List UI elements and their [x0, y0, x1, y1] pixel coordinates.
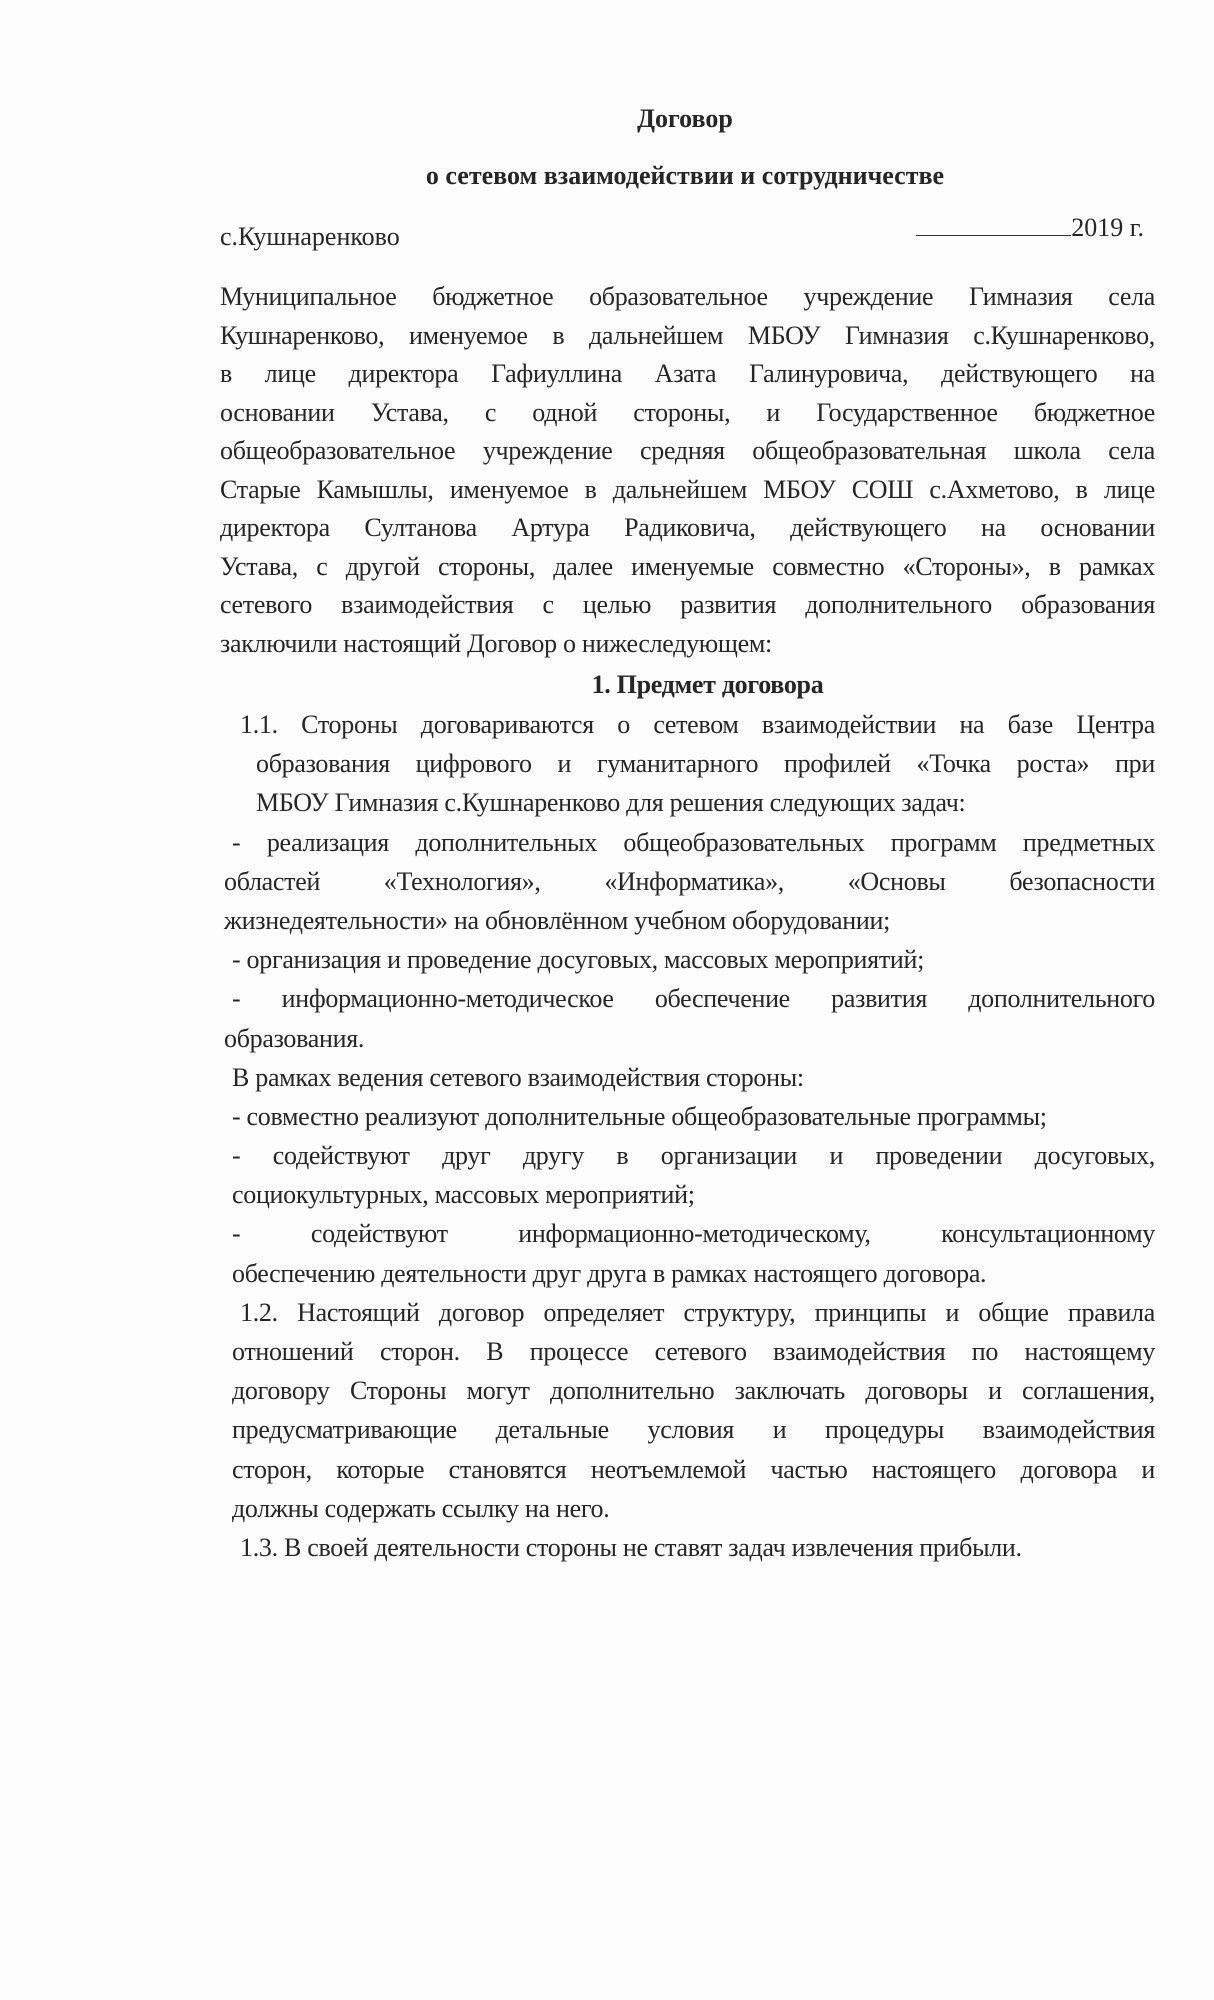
text-line: областей «Технология», «Информатика», «Основы безопасности [224, 866, 1155, 896]
text-line: - совместно реализуют дополнительные общеобразовательные программы; [232, 1101, 1047, 1131]
text-line: 1.2. Настоящий договор определяет структуру, принципы и общие правила [240, 1297, 1155, 1327]
text-line: - содействуют друг другу в организации и проведении досуговых, [232, 1141, 1155, 1171]
text-line: - информационно-методическое обеспечение развития дополнительного [232, 984, 1155, 1014]
text-line: Кушнаренково, именуемое в дальнейшем МБОУ Гимназия с.Кушнаренково, [220, 320, 1155, 350]
text-line: Муниципальное бюджетное образовательное учреждение Гимназия села [220, 282, 1155, 311]
date [916, 211, 1144, 243]
section-1-body [220, 705, 1155, 1567]
text-line: основании Устава, с одной стороны, и Государственное бюджетное [220, 397, 1155, 427]
text-line: сторон, которые становятся неотъемлемой частью настоящего договора и [232, 1454, 1155, 1484]
text-line: 1.1. Стороны договариваются о сетевом взаимодействии на базе Центра [240, 710, 1155, 739]
document-subtitle: о сетевом взаимодействии и сотрудничестве [425, 161, 945, 190]
intro-paragraph [220, 278, 1155, 663]
text-line: заключили настоящий Договор о нижеследующем: [220, 628, 772, 658]
text-line: образования цифрового и гуманитарного профилей «Точка роста» при [256, 749, 1155, 779]
text-line: - реализация дополнительных общеобразовательных программ предметных [232, 827, 1155, 857]
text-line: обеспечению деятельности друг друга в рамках настоящего договора. [232, 1258, 987, 1288]
text-line: Старые Камышлы, именуемое в дальнейшем МБОУ СОШ с.Ахметово, в лице [220, 474, 1155, 504]
text-line: социокультурных, массовых мероприятий; [232, 1180, 695, 1210]
text-line: сетевого взаимодействия с целью развития дополнительного образования [220, 590, 1155, 619]
text-line: Устава, с другой стороны, далее именуемые совместно «Стороны», в рамках [220, 551, 1155, 581]
text-line: образования. [224, 1023, 365, 1053]
date-year: 2019 г. [1071, 213, 1144, 242]
text-line: отношений сторон. В процессе сетевого взаимодействия по настоящему [232, 1337, 1155, 1366]
date-blank-line [916, 211, 1071, 236]
document-title: Договор [637, 104, 733, 133]
text-line: МБОУ Гимназия с.Кушнаренково для решения следующих задач: [256, 788, 966, 818]
text-line: - содействуют информационно-методическому, консультационному [232, 1219, 1155, 1249]
text-line: предусматривающие детальные условия и процедуры взаимодействия [232, 1415, 1155, 1445]
document-body [220, 278, 1155, 1567]
section-heading: 1. Предмет договора [591, 670, 824, 699]
text-line: 1.3. В своей деятельности стороны не ставят задач извлечения прибыли. [240, 1532, 1022, 1562]
text-line: договору Стороны могут дополнительно заключать договоры и соглашения, [232, 1376, 1155, 1406]
place: с.Кушнаренково [220, 222, 400, 251]
text-line: - организация и проведение досуговых, массовых мероприятий; [232, 945, 925, 975]
text-line: должны содержать ссылку на него. [232, 1493, 610, 1523]
text-line: в лице директора Гафиуллина Азата Галинуровича, действующего на [220, 359, 1155, 388]
text-line: жизнедеятельности» на обновлённом учебном оборудовании; [224, 905, 891, 935]
text-line: В рамках ведения сетевого взаимодействия стороны: [232, 1062, 804, 1092]
text-line: общеобразовательное учреждение средняя общеобразовательная школа села [220, 436, 1155, 465]
text-line: директора Султанова Артура Радиковича, действующего на основании [220, 513, 1155, 542]
